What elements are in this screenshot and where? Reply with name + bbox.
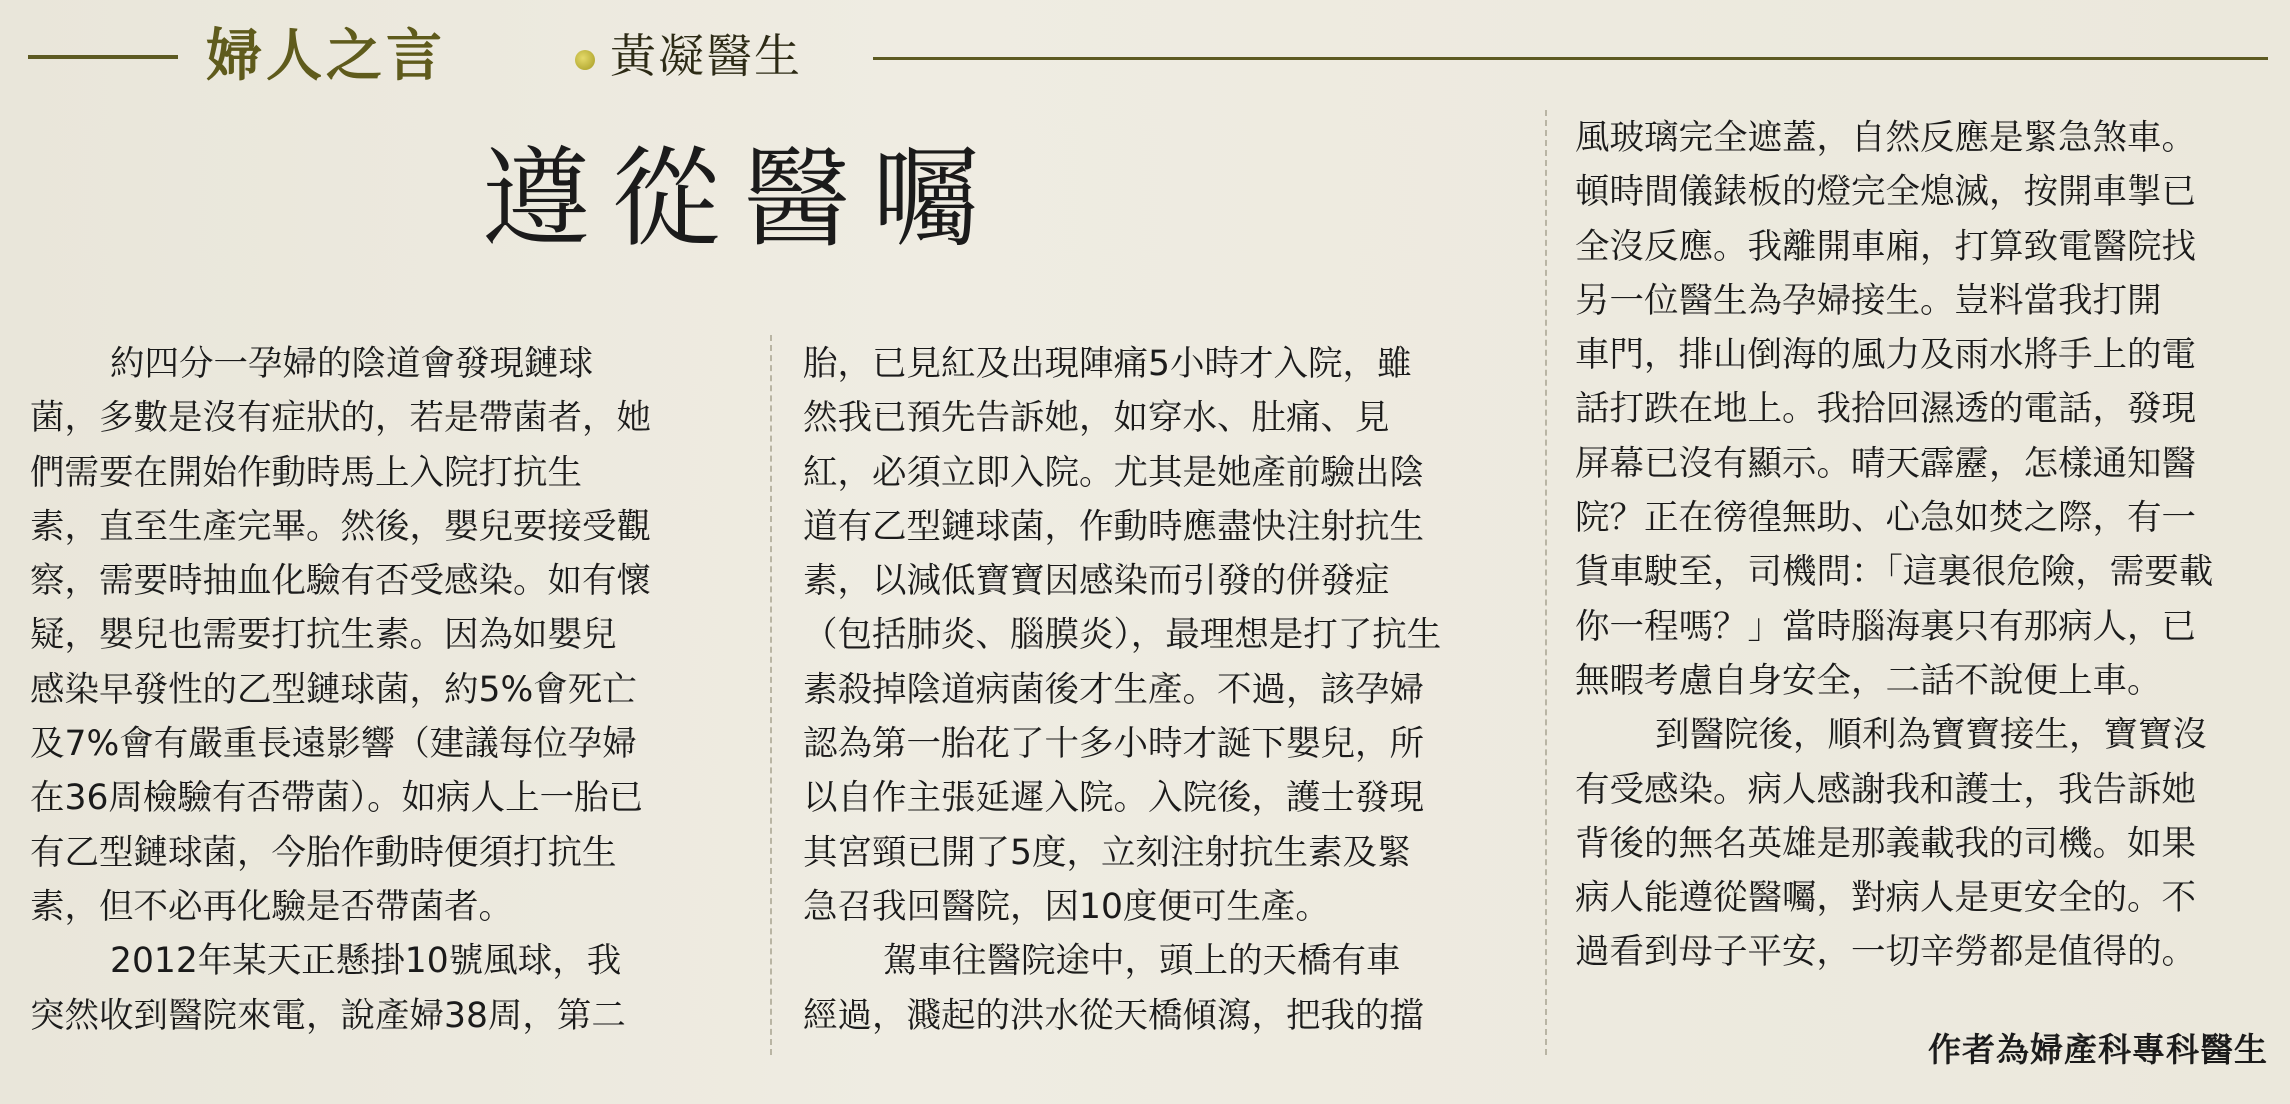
text-line: 病人能遵從醫囑，對病人是更安全的。不 xyxy=(1575,878,2196,919)
text-line: 素殺掉陰道病菌後才生產。不過，該孕婦 xyxy=(803,669,1424,710)
text-line: 有乙型鏈球菌，今胎作動時便須打抗生 xyxy=(30,832,617,873)
text-line: 紅，必須立即入院。尤其是她產前驗出陰 xyxy=(803,452,1424,493)
text-line: 背後的無名英雄是那義載我的司機。如果 xyxy=(1575,823,2196,864)
text-line: 話打跌在地上。我拾回濕透的電話，發現 xyxy=(1575,389,2196,430)
text-line: 2012年某天正懸掛10號風球，我 xyxy=(110,941,622,982)
text-line: 院？正在徬徨無助、心急如焚之際，有一 xyxy=(1575,498,2196,539)
text-line: 你一程嗎？」當時腦海裏只有那病人，已 xyxy=(1575,606,2196,647)
text-line: 經過，濺起的洪水從天橋傾瀉，把我的擋 xyxy=(803,995,1424,1036)
header-rule-right xyxy=(873,57,2268,60)
text-line: 頓時間儀錶板的燈完全熄滅，按開車掣已 xyxy=(1575,172,2196,213)
article-column-1 xyxy=(30,337,730,1043)
text-line: 及7%會有嚴重長遠影響（建議每位孕婦 xyxy=(30,724,637,765)
text-line: 屏幕已沒有顯示。晴天霹靂，怎樣通知醫 xyxy=(1575,443,2196,484)
header-author: 黃凝醫生 xyxy=(610,29,802,83)
article-title: 遵從醫囑 xyxy=(482,137,1003,262)
text-line: 感染早發性的乙型鏈球菌，約5%會死亡 xyxy=(30,669,637,710)
article-column-3 xyxy=(1575,111,2275,980)
text-line: 以自作主張延遲入院。入院後，護士發現 xyxy=(803,778,1424,819)
text-line: 有受感染。病人感謝我和護士，我告訴她 xyxy=(1575,769,2196,810)
author-byline: 作者為婦產科專科醫生 xyxy=(1928,1030,2268,1069)
text-line: 貨車駛至，司機問：「這裏很危險，需要載 xyxy=(1575,552,2214,593)
text-line: 突然收到醫院來電，說產婦38周，第二 xyxy=(30,995,626,1036)
text-line: 過看到母子平安，一切辛勞都是值得的。 xyxy=(1575,932,2196,973)
column-header xyxy=(28,20,2268,100)
text-line: 菌，多數是沒有症狀的，若是帶菌者，她 xyxy=(30,398,651,439)
text-line: 全沒反應。我離開車廂，打算致電醫院找 xyxy=(1575,226,2196,267)
column-name: 婦人之言 xyxy=(206,23,446,89)
text-line: 們需要在開始作動時馬上入院打抗生 xyxy=(30,452,582,493)
text-line: 駕車往醫院途中，頭上的天橋有車 xyxy=(883,941,1401,982)
text-line: 素，直至生產完畢。然後，嬰兒要接受觀 xyxy=(30,506,651,547)
text-line: 素，但不必再化驗是否帶菌者。 xyxy=(30,886,513,927)
text-line: 到醫院後，順利為寶寶接生，寶寶沒 xyxy=(1655,715,2207,756)
article-column-2 xyxy=(803,337,1503,1043)
text-line: 察，需要時抽血化驗有否受感染。如有懷 xyxy=(30,561,651,602)
text-line: 道有乙型鏈球菌，作動時應盡快注射抗生 xyxy=(803,506,1424,547)
text-line: 其宮頸已開了5度，立刻注射抗生素及緊 xyxy=(803,832,1412,873)
bullet-dot-icon xyxy=(575,50,595,70)
text-line: 無暇考慮自身安全，二話不說便上車。 xyxy=(1575,660,2162,701)
column-divider xyxy=(1545,110,1547,1055)
text-line: 然我已預先告訴她，如穿水、肚痛、見 xyxy=(803,398,1390,439)
text-line: 在36周檢驗有否帶菌）。如病人上一胎已 xyxy=(30,778,644,819)
text-line: 疑，嬰兒也需要打抗生素。因為如嬰兒 xyxy=(30,615,617,656)
text-line: 急召我回醫院，因10度便可生產。 xyxy=(803,886,1330,927)
text-line: 認為第一胎花了十多小時才誕下嬰兒，所 xyxy=(803,724,1424,765)
header-rule-left xyxy=(28,55,178,59)
text-line: 約四分一孕婦的陰道會發現鏈球 xyxy=(110,344,593,384)
text-line: 車門，排山倒海的風力及雨水將手上的電 xyxy=(1575,335,2196,376)
text-line: 素，以減低寶寶因感染而引發的併發症 xyxy=(803,561,1390,602)
text-line: 風玻璃完全遮蓋，自然反應是緊急煞車。 xyxy=(1575,118,2196,158)
column-divider xyxy=(770,335,772,1055)
text-line: （包括肺炎、腦膜炎），最理想是打了抗生 xyxy=(803,615,1442,656)
text-line: 胎，已見紅及出現陣痛5小時才入院，雖 xyxy=(803,344,1412,384)
text-line: 另一位醫生為孕婦接生。豈料當我打開 xyxy=(1575,280,2162,321)
